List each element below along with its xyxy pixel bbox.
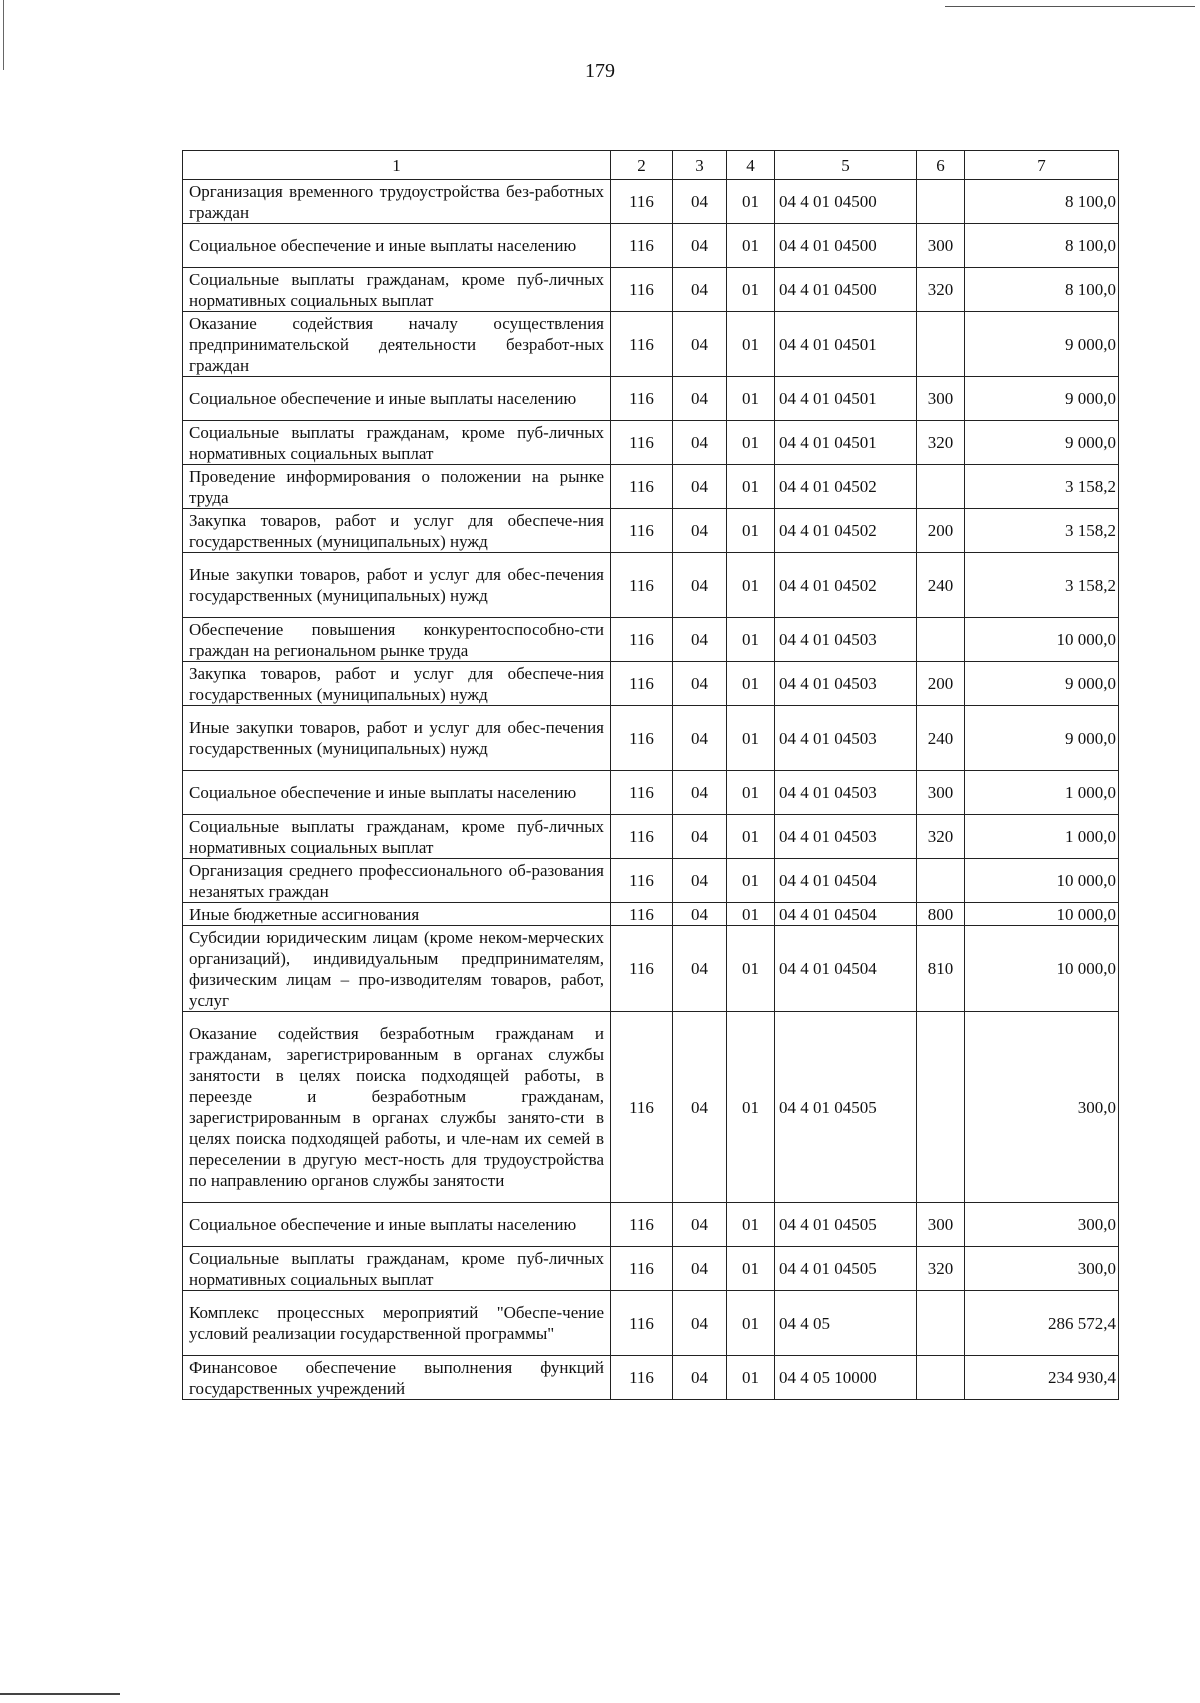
amount-cell: 10 000,0	[965, 926, 1119, 1012]
target-article-cell: 04 4 05 10000	[775, 1356, 917, 1400]
amount-cell: 9 000,0	[965, 421, 1119, 465]
section-cell: 04	[673, 509, 727, 553]
subsection-cell: 01	[727, 903, 775, 926]
expense-type-cell	[917, 465, 965, 509]
amount-cell: 9 000,0	[965, 706, 1119, 771]
table-row	[183, 903, 1119, 926]
table-row	[183, 377, 1119, 421]
target-article-cell: 04 4 01 04501	[775, 421, 917, 465]
table-row	[183, 224, 1119, 268]
subsection-cell: 01	[727, 1012, 775, 1203]
ministry-code-cell: 116	[611, 815, 673, 859]
section-cell: 04	[673, 1247, 727, 1291]
target-article-cell: 04 4 01 04503	[775, 662, 917, 706]
amount-cell: 1 000,0	[965, 815, 1119, 859]
table-row	[183, 618, 1119, 662]
expense-type-cell: 200	[917, 662, 965, 706]
item-name-cell: Социальное обеспечение и иные выплаты населению	[183, 1203, 611, 1247]
expense-type-cell: 300	[917, 771, 965, 815]
target-article-cell: 04 4 01 04500	[775, 224, 917, 268]
section-cell: 04	[673, 465, 727, 509]
expense-type-cell: 320	[917, 421, 965, 465]
column-header: 1	[183, 151, 611, 180]
item-name-cell: Социальные выплаты гражданам, кроме пуб-личных нормативных социальных выплат	[183, 815, 611, 859]
expense-type-cell: 240	[917, 706, 965, 771]
amount-cell: 9 000,0	[965, 662, 1119, 706]
section-cell: 04	[673, 662, 727, 706]
column-header: 5	[775, 151, 917, 180]
target-article-cell: 04 4 01 04503	[775, 771, 917, 815]
table-row	[183, 268, 1119, 312]
ministry-code-cell: 116	[611, 706, 673, 771]
section-cell: 04	[673, 312, 727, 377]
expense-type-cell: 810	[917, 926, 965, 1012]
section-cell: 04	[673, 859, 727, 903]
item-name-cell: Социальные выплаты гражданам, кроме пуб-личных нормативных социальных выплат	[183, 1247, 611, 1291]
scan-edge-bottom	[0, 1693, 120, 1695]
subsection-cell: 01	[727, 377, 775, 421]
table-row	[183, 859, 1119, 903]
item-name-cell: Закупка товаров, работ и услуг для обеспече-ния государственных (муниципальных) нужд	[183, 509, 611, 553]
subsection-cell: 01	[727, 553, 775, 618]
item-name-cell: Обеспечение повышения конкурентоспособно-сти граждан на региональном рынке труда	[183, 618, 611, 662]
table-row	[183, 312, 1119, 377]
ministry-code-cell: 116	[611, 421, 673, 465]
table-header-row	[183, 151, 1119, 180]
amount-cell: 286 572,4	[965, 1291, 1119, 1356]
item-name-cell: Социальное обеспечение и иные выплаты населению	[183, 771, 611, 815]
expense-type-cell: 320	[917, 268, 965, 312]
table-row	[183, 509, 1119, 553]
subsection-cell: 01	[727, 312, 775, 377]
section-cell: 04	[673, 268, 727, 312]
item-name-cell: Иные закупки товаров, работ и услуг для обес-печения государственных (муниципальных) нужд	[183, 553, 611, 618]
table-row	[183, 662, 1119, 706]
ministry-code-cell: 116	[611, 553, 673, 618]
ministry-code-cell: 116	[611, 903, 673, 926]
target-article-cell: 04 4 01 04505	[775, 1012, 917, 1203]
subsection-cell: 01	[727, 180, 775, 224]
item-name-cell: Оказание содействия безработным гражданам и гражданам, зарегистрированным в органах службы занятости в целях поиска подходящей работы, в переезде и безработным гражданам, зарегистрированным в органах службы занято-сти в целях поиска подходящей работы, и чле-нам их семей в переселении в другую мест-ность для трудоустройства по направлению органов службы занятости	[183, 1012, 611, 1203]
subsection-cell: 01	[727, 421, 775, 465]
subsection-cell: 01	[727, 1356, 775, 1400]
subsection-cell: 01	[727, 1247, 775, 1291]
amount-cell: 9 000,0	[965, 312, 1119, 377]
table-row	[183, 421, 1119, 465]
table-row	[183, 771, 1119, 815]
section-cell: 04	[673, 815, 727, 859]
column-header: 6	[917, 151, 965, 180]
section-cell: 04	[673, 618, 727, 662]
amount-cell: 8 100,0	[965, 180, 1119, 224]
item-name-cell: Социальные выплаты гражданам, кроме пуб-личных нормативных социальных выплат	[183, 268, 611, 312]
table-row	[183, 1291, 1119, 1356]
expense-type-cell: 800	[917, 903, 965, 926]
section-cell: 04	[673, 1291, 727, 1356]
section-cell: 04	[673, 180, 727, 224]
target-article-cell: 04 4 01 04505	[775, 1247, 917, 1291]
amount-cell: 300,0	[965, 1203, 1119, 1247]
target-article-cell: 04 4 01 04502	[775, 509, 917, 553]
item-name-cell: Финансовое обеспечение выполнения функций государственных учреждений	[183, 1356, 611, 1400]
section-cell: 04	[673, 421, 727, 465]
amount-cell: 1 000,0	[965, 771, 1119, 815]
table-row	[183, 465, 1119, 509]
item-name-cell: Социальные выплаты гражданам, кроме пуб-личных нормативных социальных выплат	[183, 421, 611, 465]
subsection-cell: 01	[727, 224, 775, 268]
ministry-code-cell: 116	[611, 1247, 673, 1291]
amount-cell: 3 158,2	[965, 509, 1119, 553]
expense-type-cell	[917, 180, 965, 224]
section-cell: 04	[673, 377, 727, 421]
expense-type-cell	[917, 618, 965, 662]
item-name-cell: Иные бюджетные ассигнования	[183, 903, 611, 926]
target-article-cell: 04 4 01 04502	[775, 553, 917, 618]
target-article-cell: 04 4 01 04502	[775, 465, 917, 509]
item-name-cell: Комплекс процессных мероприятий "Обеспе-чение условий реализации государственной программы"	[183, 1291, 611, 1356]
amount-cell: 8 100,0	[965, 224, 1119, 268]
subsection-cell: 01	[727, 1291, 775, 1356]
item-name-cell: Социальное обеспечение и иные выплаты населению	[183, 224, 611, 268]
expense-type-cell	[917, 1012, 965, 1203]
ministry-code-cell: 116	[611, 1291, 673, 1356]
amount-cell: 300,0	[965, 1247, 1119, 1291]
subsection-cell: 01	[727, 859, 775, 903]
subsection-cell: 01	[727, 268, 775, 312]
table-row	[183, 180, 1119, 224]
table-row	[183, 1012, 1119, 1203]
subsection-cell: 01	[727, 509, 775, 553]
subsection-cell: 01	[727, 465, 775, 509]
target-article-cell: 04 4 01 04501	[775, 312, 917, 377]
target-article-cell: 04 4 05	[775, 1291, 917, 1356]
column-header: 4	[727, 151, 775, 180]
page-number: 179	[585, 60, 615, 82]
section-cell: 04	[673, 224, 727, 268]
item-name-cell: Проведение информирования о положении на рынке труда	[183, 465, 611, 509]
subsection-cell: 01	[727, 926, 775, 1012]
ministry-code-cell: 116	[611, 926, 673, 1012]
expense-type-cell: 300	[917, 1203, 965, 1247]
table-row	[183, 815, 1119, 859]
section-cell: 04	[673, 1356, 727, 1400]
table-row	[183, 1203, 1119, 1247]
ministry-code-cell: 116	[611, 377, 673, 421]
item-name-cell: Организация временного трудоустройства без-работных граждан	[183, 180, 611, 224]
amount-cell: 300,0	[965, 1012, 1119, 1203]
expense-type-cell	[917, 1291, 965, 1356]
ministry-code-cell: 116	[611, 268, 673, 312]
target-article-cell: 04 4 01 04503	[775, 618, 917, 662]
ministry-code-cell: 116	[611, 465, 673, 509]
target-article-cell: 04 4 01 04501	[775, 377, 917, 421]
item-name-cell: Оказание содействия началу осуществления предпринимательской деятельности безработ-ных граждан	[183, 312, 611, 377]
subsection-cell: 01	[727, 706, 775, 771]
target-article-cell: 04 4 01 04504	[775, 859, 917, 903]
table-row	[183, 706, 1119, 771]
subsection-cell: 01	[727, 1203, 775, 1247]
table-row	[183, 553, 1119, 618]
section-cell: 04	[673, 903, 727, 926]
target-article-cell: 04 4 01 04505	[775, 1203, 917, 1247]
target-article-cell: 04 4 01 04503	[775, 815, 917, 859]
subsection-cell: 01	[727, 662, 775, 706]
ministry-code-cell: 116	[611, 1203, 673, 1247]
expense-type-cell	[917, 1356, 965, 1400]
item-name-cell: Закупка товаров, работ и услуг для обеспече-ния государственных (муниципальных) нужд	[183, 662, 611, 706]
amount-cell: 10 000,0	[965, 859, 1119, 903]
column-header: 3	[673, 151, 727, 180]
section-cell: 04	[673, 1203, 727, 1247]
expense-type-cell: 300	[917, 224, 965, 268]
amount-cell: 10 000,0	[965, 618, 1119, 662]
expense-type-cell: 240	[917, 553, 965, 618]
ministry-code-cell: 116	[611, 224, 673, 268]
target-article-cell: 04 4 01 04500	[775, 180, 917, 224]
item-name-cell: Иные закупки товаров, работ и услуг для обес-печения государственных (муниципальных) нужд	[183, 706, 611, 771]
table-row	[183, 926, 1119, 1012]
amount-cell: 234 930,4	[965, 1356, 1119, 1400]
expense-type-cell	[917, 312, 965, 377]
target-article-cell: 04 4 01 04504	[775, 926, 917, 1012]
ministry-code-cell: 116	[611, 618, 673, 662]
target-article-cell: 04 4 01 04504	[775, 903, 917, 926]
expense-type-cell: 300	[917, 377, 965, 421]
ministry-code-cell: 116	[611, 771, 673, 815]
table-row	[183, 1247, 1119, 1291]
section-cell: 04	[673, 771, 727, 815]
ministry-code-cell: 116	[611, 859, 673, 903]
amount-cell: 3 158,2	[965, 553, 1119, 618]
ministry-code-cell: 116	[611, 180, 673, 224]
section-cell: 04	[673, 553, 727, 618]
ministry-code-cell: 116	[611, 662, 673, 706]
budget-table	[182, 150, 1119, 1400]
ministry-code-cell: 116	[611, 1356, 673, 1400]
item-name-cell: Социальное обеспечение и иные выплаты населению	[183, 377, 611, 421]
section-cell: 04	[673, 706, 727, 771]
subsection-cell: 01	[727, 815, 775, 859]
ministry-code-cell: 116	[611, 509, 673, 553]
expense-type-cell: 200	[917, 509, 965, 553]
section-cell: 04	[673, 926, 727, 1012]
subsection-cell: 01	[727, 618, 775, 662]
item-name-cell: Субсидии юридическим лицам (кроме неком-мерческих организаций), индивидуальным предпринимателям, физическим лицам – про-изводителям товаров, работ, услуг	[183, 926, 611, 1012]
subsection-cell: 01	[727, 771, 775, 815]
ministry-code-cell: 116	[611, 312, 673, 377]
amount-cell: 10 000,0	[965, 903, 1119, 926]
expense-type-cell: 320	[917, 1247, 965, 1291]
target-article-cell: 04 4 01 04500	[775, 268, 917, 312]
scan-edge-top	[945, 6, 1195, 7]
column-header: 2	[611, 151, 673, 180]
target-article-cell: 04 4 01 04503	[775, 706, 917, 771]
section-cell: 04	[673, 1012, 727, 1203]
table-row	[183, 1356, 1119, 1400]
amount-cell: 3 158,2	[965, 465, 1119, 509]
column-header: 7	[965, 151, 1119, 180]
item-name-cell: Организация среднего профессионального об-разования незанятых граждан	[183, 859, 611, 903]
amount-cell: 9 000,0	[965, 377, 1119, 421]
expense-type-cell	[917, 859, 965, 903]
expense-type-cell: 320	[917, 815, 965, 859]
ministry-code-cell: 116	[611, 1012, 673, 1203]
amount-cell: 8 100,0	[965, 268, 1119, 312]
